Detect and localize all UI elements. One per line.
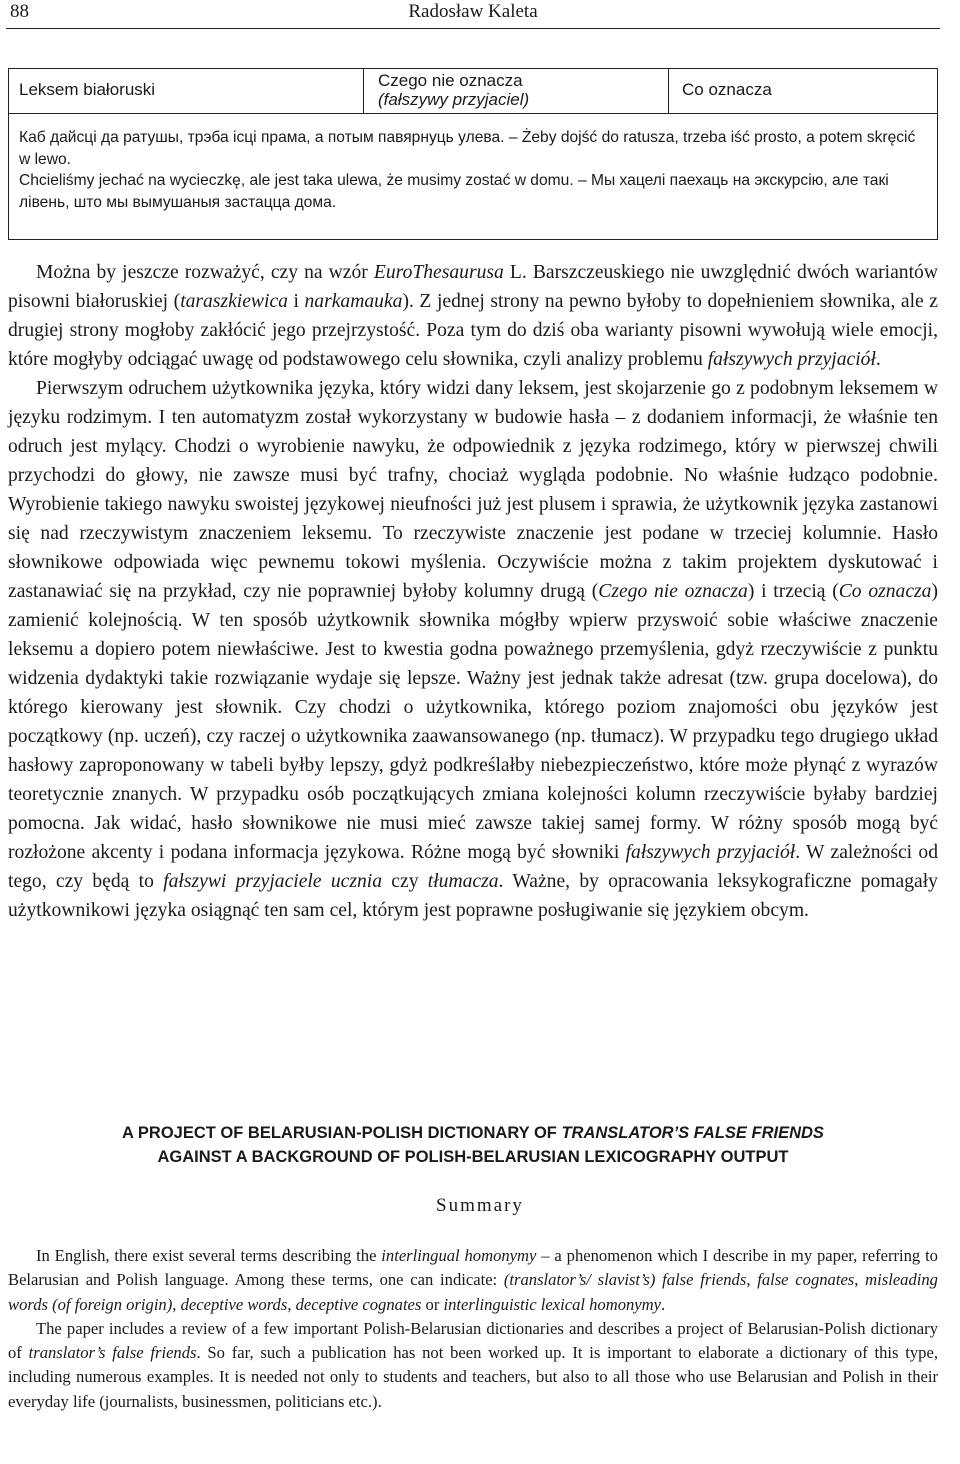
page-header [6, 0, 940, 29]
english-title-line2: AGAINST A BACKGROUND OF POLISH-BELARUSIAN LEXICOGRAPHY OUTPUT [157, 1148, 789, 1166]
running-head-author: Radosław Kaleta [408, 1, 538, 22]
column-header-false-meaning [364, 69, 669, 113]
summary-heading: Summary [436, 1195, 524, 1216]
column-header-belarusian-lexeme: Leksem białoruski [9, 69, 364, 113]
table-header-divider [9, 113, 937, 114]
page-number: 88 [10, 1, 29, 22]
summary-body [8, 1244, 938, 1414]
false-friends-table [8, 68, 938, 240]
body-paragraph-1: Można by jeszcze rozważyć, czy na wzór EuroThesaurusa L. Barszczeuskiego nie uwzględnić dwóch wariantów pisowni białoruskiej (taraszkiewica i narkamauka). Z jednej strony na pewno byłoby to dopełnieniem słownika, ale z drugiej strony mogłoby zakłócić jego przejrzystość. Poza tym do dziś oba warianty pisowni wywołują wiele emocji, które mogłyby odciągać uwagę od podstawowego celu słownika, czyli analizy problemu fałszywych przyjaciół. [8, 262, 938, 370]
table-example-row [19, 127, 929, 213]
english-title-line1: A PROJECT OF BELARUSIAN-POLISH DICTIONARY OF TRANSLATOR’S FALSE FRIENDS [122, 1124, 824, 1142]
example-2: Chcieliśmy jechać na wycieczkę, ale jest taka ulewa, że musimy zostać w domu. – Мы хацелі паехаць на экскурсію, але такі лівень, што мы вымушаныя застацца дома. [19, 172, 889, 211]
column-header-false-meaning-line2: (fałszywy przyjaciel) [378, 90, 530, 109]
example-1: Каб дайсці да ратушы, трэба ісці прама, а потым павярнуць улева. – Żeby dojść do ratusza, trzeba iść prosto, a potem skręcić w lewo. [19, 129, 916, 168]
article-body [8, 258, 938, 925]
body-paragraph-2: Pierwszym odruchem użytkownika języka, który widzi dany leksem, jest skojarzenie go z podobnym leksemem w języku rodzimym. I ten automatyzm został wykorzystany w budowie hasła – z dodaniem informacji, że właśnie ten odruch jest mylący. Chodzi o wyrobienie nawyku, że odpowiednik z języka rodzimego, który w pierwszej chwili przychodzi do głowy, nie zawsze musi być trafny, chociaż wygląda podobnie. No właśnie łudząco podobnie. Wyrobienie takiego nawyku swoistej językowej nieufności już jest plusem i sprawia, że użytkownik języka zastanowi się nad rzeczywistym znaczeniem leksemu. To rzeczywiste znaczenie jest podane w trzeciej kolumnie. Hasło słownikowe odpowiada więc pewnemu tokowi myślenia. Oczywiście można z takim projektem dyskutować i zastanawiać się na przykład, czy nie poprawniej byłoby kolumny drugą (Czego nie oznacza) i trzecią (Co oznacza) zamienić kolejnością. W ten sposób użytkownik słownika mógłby wpierw przyswoić sobie właściwe znaczenie leksemu a dopiero potem niewłaściwe. Jest to kwestia godna poważnego przemyślenia, gdyż rzeczywiście z punktu widzenia dydaktyki takie rozwiązanie wydaje się lepsze. Ważny jest jednak także adresat (tzw. grupa docelowa), do którego kierowany jest słownik. Czy chodzi o użytkownika, którego poziom znajomości obu języków jest początkowy (np. uczeń), czy raczej o użytkownika zaawansowanego (np. tłumacz). W przypadku tego drugiego układ hasłowy zaproponowany w tabeli byłby lepszy, gdyż podkreślałby niebezpieczeństwo, które może płynąć z wyrazów teoretycznie znanych. W przypadku osób początkujących zmiana kolejności kolumn rzeczywiście byłaby bardziej pomocna. Jak widać, hasło słownikowe nie musi mieć zawsze takiej samej formy. W różny sposób mogą być rozłożone akcenty i podana informacja językowa. Różne mogą być słowniki fałszywych przyjaciół. W zależności od tego, czy będą to fałszywi przyjaciele ucznia czy tłumacza. Ważne, by opracowania leksykograficzne pomagały użytkownikowi języka osiągnąć ten sam cel, którym jest poprawne posługiwanie się językiem obcym. [8, 378, 939, 921]
summary-paragraph-2: The paper includes a review of a few important Polish-Belarusian dictionaries and describes a project of Belarusian-Polish dictionary of translator’s false friends. So far, such a publication has not been worked up. It is important to elaborate a dictionary of this type, including numerous examples. It is needed not only to students and teachers, but also to all those who use Belarusian and Polish in their everyday life (journalists, businessmen, politicians etc.). [8, 1318, 938, 1411]
summary-paragraph-1: In English, there exist several terms describing the interlingual homonymy – a phenomenon which I describe in my paper, referring to Belarusian and Polish language. Among these terms, one can indicate: (translator’s/ slavist’s) false friends, false cognates, misleading words (of foreign origin), deceptive words, deceptive cognates or interlinguistic lexical homonymy. [8, 1246, 938, 1314]
column-header-false-meaning-line1: Czego nie oznacza [378, 71, 523, 90]
english-title [8, 1121, 938, 1169]
column-header-true-meaning: Co oznacza [682, 80, 772, 99]
